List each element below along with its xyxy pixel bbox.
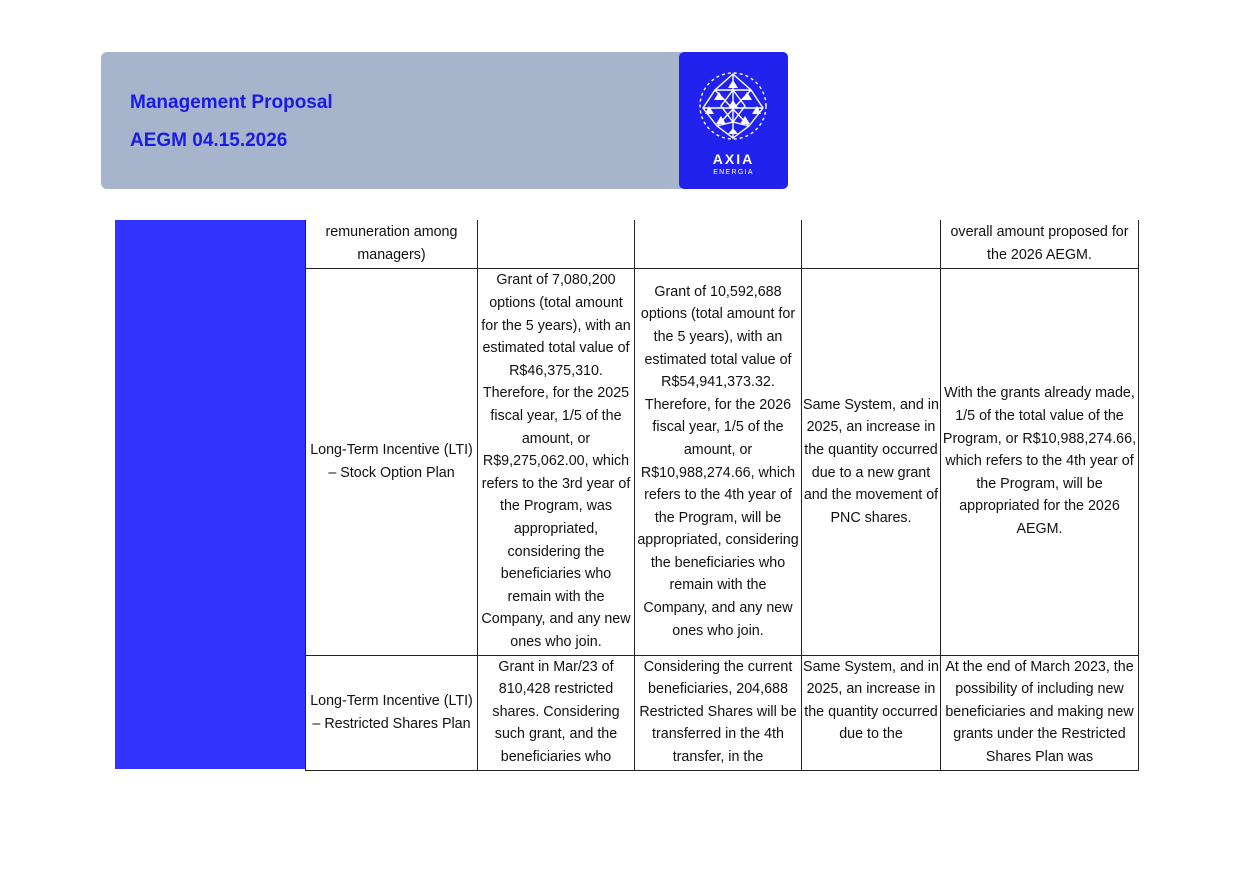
table-cell: Same System, and in 2025, an increase in the quantity occurred due to the <box>802 655 941 770</box>
globe-icon <box>697 70 769 142</box>
company-logo <box>679 52 788 189</box>
table-cell: Grant of 10,592,688 options (total amount for the 5 years), with an estimated total value of R$54,941,373.32. Therefore, for the 2026 fiscal year, 1/5 of the amount, or R$10,988,274.66, which refers to the 4th year of the Program, will be appropriated, considering the beneficiaries who remain with the Company, and any new ones who join. <box>635 268 802 655</box>
page-title: Management Proposal <box>130 92 333 113</box>
table-cell <box>478 220 635 268</box>
row-label: Long-Term Incentive (LTI) – Restricted Shares Plan <box>306 655 478 770</box>
logo-subtitle: ENERGIA <box>713 169 754 176</box>
table-cell: Grant of 7,080,200 options (total amount for the 5 years), with an estimated total value of R$46,375,310. Therefore, for the 2025 fiscal year, 1/5 of the amount, or R$9,275,062.00, which refers to the 3rd year of the Program, was appropriated, considering the beneficiaries who remain with the Company, and any new ones who join. <box>478 268 635 655</box>
logo-name: AXIA <box>712 151 755 167</box>
table-cell: overall amount proposed for the 2026 AEGM. <box>941 220 1139 268</box>
table-cell: Same System, and in 2025, an increase in the quantity occurred due to a new grant and the movement of PNC shares. <box>802 268 941 655</box>
table-cell: Grant in Mar/23 of 810,428 restricted shares. Considering such grant, and the beneficiaries who <box>478 655 635 770</box>
table-cell: At the end of March 2023, the possibility of including new beneficiaries and making new grants under the Restricted Shares Plan was <box>941 655 1139 770</box>
row-label: remuneration among managers) <box>306 220 478 268</box>
remuneration-table <box>305 220 1139 771</box>
side-color-bar <box>115 220 305 769</box>
row-label: Long-Term Incentive (LTI) – Stock Option Plan <box>306 268 478 655</box>
table-row <box>306 655 1139 770</box>
table-cell: With the grants already made, 1/5 of the total value of the Program, or R$10,988,274.66, which refers to the 4th year of the Program, will be appropriated for the 2026 AEGM. <box>941 268 1139 655</box>
page-subtitle: AEGM 04.15.2026 <box>130 130 288 151</box>
header-band <box>101 52 681 189</box>
table-cell: Considering the current beneficiaries, 204,688 Restricted Shares will be transferred in the 4th transfer, in the <box>635 655 802 770</box>
table-row <box>306 220 1139 268</box>
table-cell <box>802 220 941 268</box>
table-cell <box>635 220 802 268</box>
table-row <box>306 268 1139 655</box>
